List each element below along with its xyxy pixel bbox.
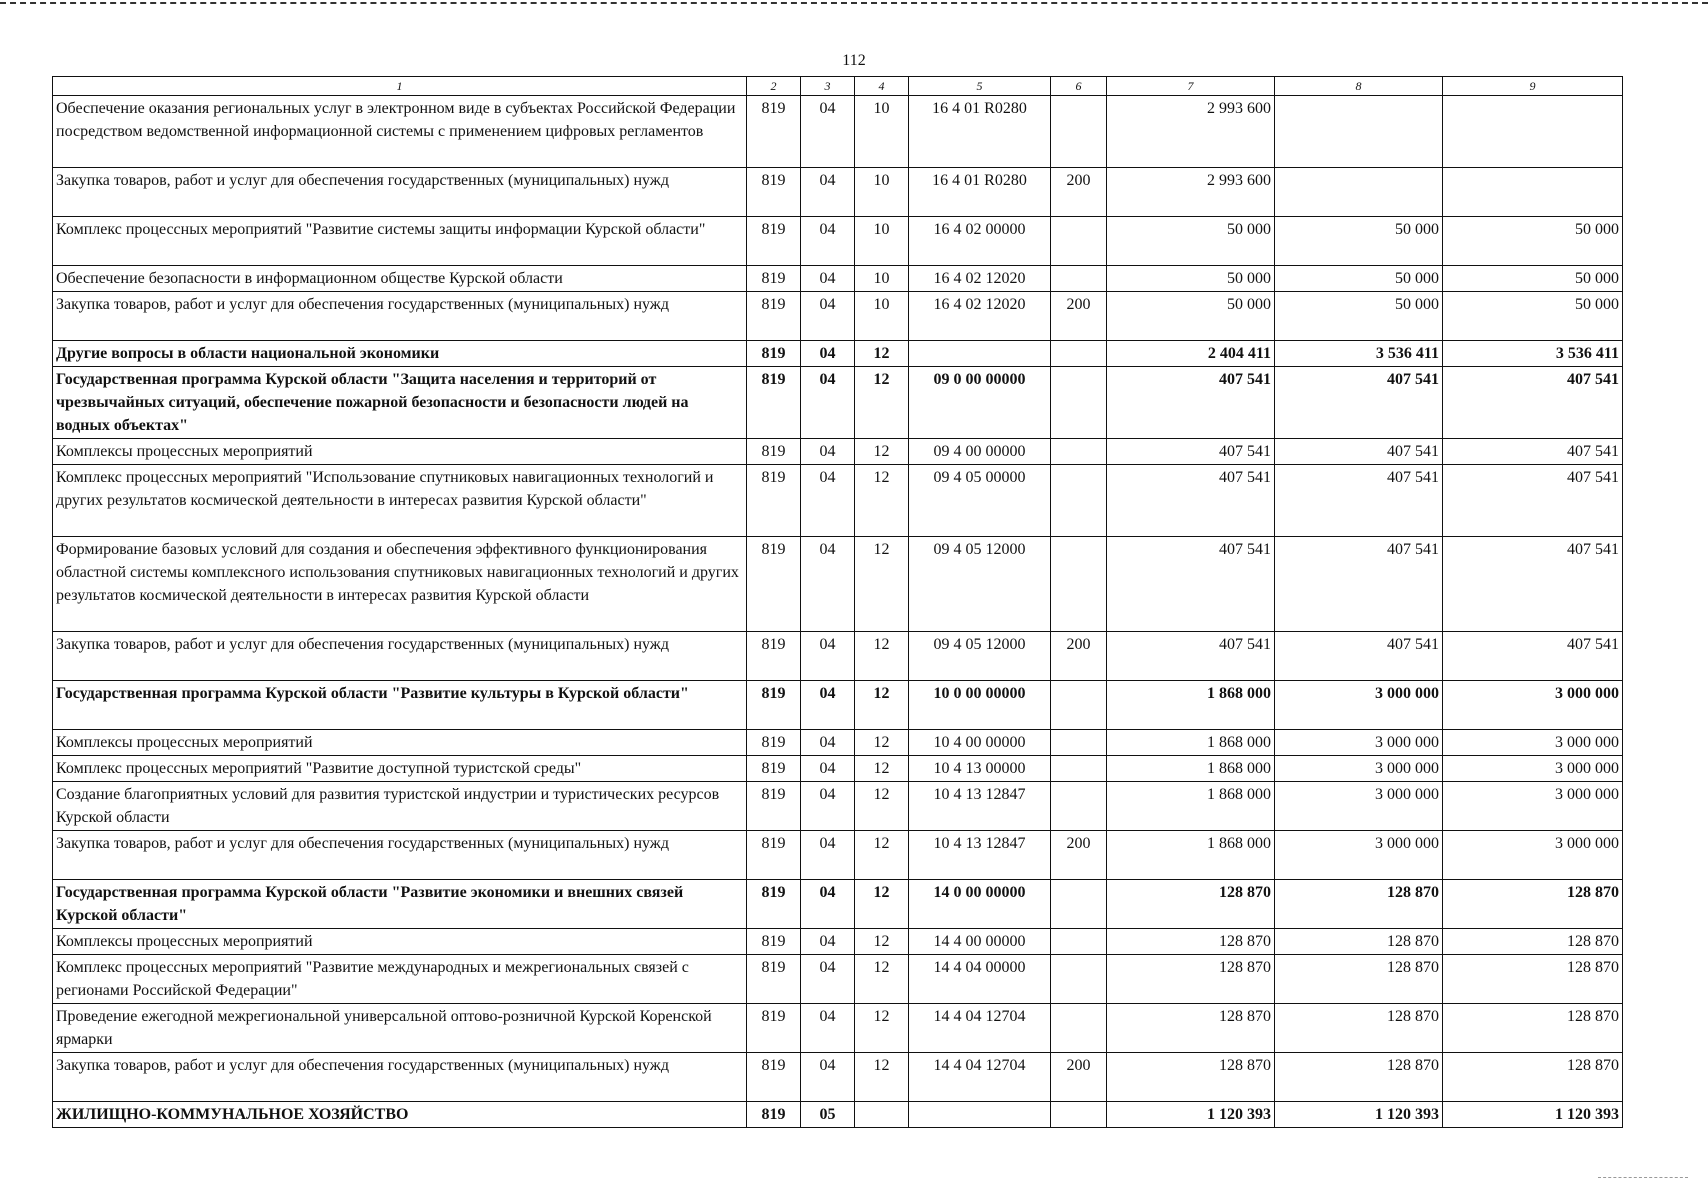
row-subsection: 12 bbox=[855, 439, 909, 465]
row-expense-type bbox=[1051, 756, 1107, 782]
row-expense-type bbox=[1051, 955, 1107, 1004]
row-name: Обеспечение оказания региональных услуг в электронном виде в субъектах Российской Федерации посредством ведомственной информационной системы с применением цифровых регламентов bbox=[53, 96, 747, 168]
table-row bbox=[53, 465, 1623, 537]
table-row bbox=[53, 439, 1623, 465]
row-name: Закупка товаров, работ и услуг для обеспечения государственных (муниципальных) нужд bbox=[53, 168, 747, 217]
row-amount-col7: 128 870 bbox=[1107, 1004, 1275, 1053]
row-target-article bbox=[909, 341, 1051, 367]
row-grbs: 819 bbox=[747, 1004, 801, 1053]
row-expense-type bbox=[1051, 880, 1107, 929]
column-header: 2 bbox=[747, 77, 801, 96]
row-target-article: 14 4 00 00000 bbox=[909, 929, 1051, 955]
row-expense-type bbox=[1051, 266, 1107, 292]
row-amount-col9: 128 870 bbox=[1443, 880, 1623, 929]
row-subsection: 12 bbox=[855, 1004, 909, 1053]
column-number-row bbox=[53, 77, 1623, 96]
row-section: 04 bbox=[801, 730, 855, 756]
row-amount-col9: 1 120 393 bbox=[1443, 1102, 1623, 1128]
row-amount-col7: 50 000 bbox=[1107, 292, 1275, 341]
row-name: Создание благоприятных условий для развития туристской индустрии и туристических ресурсов Курской области bbox=[53, 782, 747, 831]
row-expense-type: 200 bbox=[1051, 292, 1107, 341]
column-header: 8 bbox=[1275, 77, 1443, 96]
column-header: 4 bbox=[855, 77, 909, 96]
row-name: Комплекс процессных мероприятий "Использование спутниковых навигационных технологий и других результатов космической деятельности в интересах развития Курской области" bbox=[53, 465, 747, 537]
row-amount-col8: 407 541 bbox=[1275, 367, 1443, 439]
row-amount-col8: 407 541 bbox=[1275, 439, 1443, 465]
row-section: 04 bbox=[801, 367, 855, 439]
row-expense-type bbox=[1051, 367, 1107, 439]
row-name: Закупка товаров, работ и услуг для обеспечения государственных (муниципальных) нужд bbox=[53, 831, 747, 880]
row-expense-type bbox=[1051, 782, 1107, 831]
row-grbs: 819 bbox=[747, 632, 801, 681]
row-amount-col8: 50 000 bbox=[1275, 217, 1443, 266]
row-name: Государственная программа Курской области "Развитие экономики и внешних связей Курской области" bbox=[53, 880, 747, 929]
row-section: 04 bbox=[801, 266, 855, 292]
row-amount-col8: 128 870 bbox=[1275, 929, 1443, 955]
row-amount-col8: 3 536 411 bbox=[1275, 341, 1443, 367]
row-expense-type: 200 bbox=[1051, 831, 1107, 880]
row-section: 05 bbox=[801, 1102, 855, 1128]
row-subsection: 12 bbox=[855, 955, 909, 1004]
table-row bbox=[53, 782, 1623, 831]
row-target-article: 10 4 00 00000 bbox=[909, 730, 1051, 756]
row-grbs: 819 bbox=[747, 292, 801, 341]
table-row bbox=[53, 96, 1623, 168]
row-amount-col9: 50 000 bbox=[1443, 217, 1623, 266]
row-subsection: 10 bbox=[855, 96, 909, 168]
row-amount-col9: 3 000 000 bbox=[1443, 782, 1623, 831]
row-section: 04 bbox=[801, 292, 855, 341]
row-amount-col9: 407 541 bbox=[1443, 537, 1623, 632]
row-subsection: 12 bbox=[855, 632, 909, 681]
column-header: 1 bbox=[53, 77, 747, 96]
row-name: Государственная программа Курской области "Развитие культуры в Курской области" bbox=[53, 681, 747, 730]
scan-artifact bbox=[1598, 1177, 1688, 1178]
row-grbs: 819 bbox=[747, 465, 801, 537]
row-amount-col9: 407 541 bbox=[1443, 465, 1623, 537]
row-amount-col9: 3 000 000 bbox=[1443, 681, 1623, 730]
row-amount-col8: 407 541 bbox=[1275, 465, 1443, 537]
row-name: Другие вопросы в области национальной экономики bbox=[53, 341, 747, 367]
row-amount-col8: 407 541 bbox=[1275, 632, 1443, 681]
table-row bbox=[53, 730, 1623, 756]
row-name: Закупка товаров, работ и услуг для обеспечения государственных (муниципальных) нужд bbox=[53, 292, 747, 341]
row-expense-type bbox=[1051, 341, 1107, 367]
row-subsection: 12 bbox=[855, 730, 909, 756]
row-subsection: 10 bbox=[855, 168, 909, 217]
table-row bbox=[53, 217, 1623, 266]
row-expense-type: 200 bbox=[1051, 1053, 1107, 1102]
row-amount-col8: 128 870 bbox=[1275, 1004, 1443, 1053]
row-section: 04 bbox=[801, 955, 855, 1004]
row-subsection: 10 bbox=[855, 266, 909, 292]
row-target-article: 14 0 00 00000 bbox=[909, 880, 1051, 929]
row-name: Государственная программа Курской области "Защита населения и территорий от чрезвычайных ситуаций, обеспечение пожарной безопасности и безопасности людей на водных объектах" bbox=[53, 367, 747, 439]
row-amount-col8: 50 000 bbox=[1275, 292, 1443, 341]
row-subsection: 12 bbox=[855, 880, 909, 929]
row-amount-col9: 407 541 bbox=[1443, 439, 1623, 465]
row-section: 04 bbox=[801, 537, 855, 632]
row-section: 04 bbox=[801, 782, 855, 831]
row-target-article: 09 4 05 00000 bbox=[909, 465, 1051, 537]
table-body bbox=[53, 96, 1623, 1128]
row-amount-col8: 3 000 000 bbox=[1275, 730, 1443, 756]
row-grbs: 819 bbox=[747, 537, 801, 632]
row-expense-type bbox=[1051, 439, 1107, 465]
row-subsection: 12 bbox=[855, 831, 909, 880]
row-grbs: 819 bbox=[747, 955, 801, 1004]
row-target-article: 09 0 00 00000 bbox=[909, 367, 1051, 439]
row-expense-type bbox=[1051, 1004, 1107, 1053]
row-name: Формирование базовых условий для создания и обеспечения эффективного функционирования областной системы комплексного использования спутниковых навигационных технологий и других результатов космической деятельности в интересах развития Курской области bbox=[53, 537, 747, 632]
row-expense-type: 200 bbox=[1051, 168, 1107, 217]
row-target-article: 16 4 02 00000 bbox=[909, 217, 1051, 266]
row-grbs: 819 bbox=[747, 1102, 801, 1128]
row-amount-col9: 50 000 bbox=[1443, 292, 1623, 341]
row-subsection: 10 bbox=[855, 292, 909, 341]
row-amount-col8 bbox=[1275, 168, 1443, 217]
row-expense-type: 200 bbox=[1051, 632, 1107, 681]
row-amount-col9: 3 000 000 bbox=[1443, 756, 1623, 782]
row-subsection: 12 bbox=[855, 756, 909, 782]
row-subsection: 12 bbox=[855, 537, 909, 632]
row-grbs: 819 bbox=[747, 341, 801, 367]
row-name: Комплекс процессных мероприятий "Развитие системы защиты информации Курской области" bbox=[53, 217, 747, 266]
row-amount-col8 bbox=[1275, 96, 1443, 168]
row-name: Комплексы процессных мероприятий bbox=[53, 929, 747, 955]
row-section: 04 bbox=[801, 880, 855, 929]
row-target-article: 16 4 02 12020 bbox=[909, 292, 1051, 341]
row-target-article: 16 4 01 R0280 bbox=[909, 96, 1051, 168]
column-header: 5 bbox=[909, 77, 1051, 96]
row-subsection: 10 bbox=[855, 217, 909, 266]
table-row bbox=[53, 681, 1623, 730]
row-grbs: 819 bbox=[747, 782, 801, 831]
row-amount-col8: 3 000 000 bbox=[1275, 782, 1443, 831]
row-grbs: 819 bbox=[747, 880, 801, 929]
row-amount-col7: 1 868 000 bbox=[1107, 782, 1275, 831]
table-row bbox=[53, 929, 1623, 955]
row-section: 04 bbox=[801, 632, 855, 681]
row-amount-col7: 128 870 bbox=[1107, 1053, 1275, 1102]
row-subsection: 12 bbox=[855, 782, 909, 831]
row-name: Комплексы процессных мероприятий bbox=[53, 730, 747, 756]
row-target-article: 16 4 01 R0280 bbox=[909, 168, 1051, 217]
row-subsection bbox=[855, 1102, 909, 1128]
row-section: 04 bbox=[801, 1053, 855, 1102]
column-header: 3 bbox=[801, 77, 855, 96]
row-amount-col9: 128 870 bbox=[1443, 1004, 1623, 1053]
row-target-article: 10 4 13 00000 bbox=[909, 756, 1051, 782]
row-amount-col7: 407 541 bbox=[1107, 367, 1275, 439]
row-section: 04 bbox=[801, 96, 855, 168]
row-amount-col7: 407 541 bbox=[1107, 439, 1275, 465]
row-amount-col9: 128 870 bbox=[1443, 1053, 1623, 1102]
row-target-article: 10 4 13 12847 bbox=[909, 782, 1051, 831]
row-amount-col7: 1 868 000 bbox=[1107, 831, 1275, 880]
row-amount-col7: 128 870 bbox=[1107, 880, 1275, 929]
row-expense-type bbox=[1051, 465, 1107, 537]
row-name: Комплекс процессных мероприятий "Развитие доступной туристской среды" bbox=[53, 756, 747, 782]
page-number: 112 bbox=[842, 52, 866, 69]
row-amount-col7: 50 000 bbox=[1107, 217, 1275, 266]
row-section: 04 bbox=[801, 465, 855, 537]
row-name: ЖИЛИЩНО-КОММУНАЛЬНОЕ ХОЗЯЙСТВО bbox=[53, 1102, 747, 1128]
row-amount-col7: 1 868 000 bbox=[1107, 681, 1275, 730]
row-grbs: 819 bbox=[747, 730, 801, 756]
row-grbs: 819 bbox=[747, 168, 801, 217]
row-grbs: 819 bbox=[747, 217, 801, 266]
row-amount-col7: 1 868 000 bbox=[1107, 756, 1275, 782]
row-amount-col8: 50 000 bbox=[1275, 266, 1443, 292]
row-grbs: 819 bbox=[747, 831, 801, 880]
row-target-article: 14 4 04 12704 bbox=[909, 1004, 1051, 1053]
row-section: 04 bbox=[801, 439, 855, 465]
row-amount-col7: 128 870 bbox=[1107, 929, 1275, 955]
row-amount-col7: 2 993 600 bbox=[1107, 96, 1275, 168]
row-name: Комплекс процессных мероприятий "Развитие международных и межрегиональных связей с регионами Российской Федерации" bbox=[53, 955, 747, 1004]
row-amount-col9 bbox=[1443, 168, 1623, 217]
row-name: Обеспечение безопасности в информационном обществе Курской области bbox=[53, 266, 747, 292]
row-grbs: 819 bbox=[747, 1053, 801, 1102]
row-section: 04 bbox=[801, 929, 855, 955]
row-amount-col8: 3 000 000 bbox=[1275, 756, 1443, 782]
row-amount-col9 bbox=[1443, 96, 1623, 168]
row-amount-col7: 2 404 411 bbox=[1107, 341, 1275, 367]
row-expense-type bbox=[1051, 1102, 1107, 1128]
row-expense-type bbox=[1051, 929, 1107, 955]
row-amount-col9: 407 541 bbox=[1443, 367, 1623, 439]
row-amount-col7: 1 868 000 bbox=[1107, 730, 1275, 756]
row-amount-col8: 128 870 bbox=[1275, 880, 1443, 929]
row-amount-col9: 3 000 000 bbox=[1443, 831, 1623, 880]
row-subsection: 12 bbox=[855, 341, 909, 367]
row-grbs: 819 bbox=[747, 681, 801, 730]
row-amount-col9: 3 000 000 bbox=[1443, 730, 1623, 756]
row-amount-col8: 3 000 000 bbox=[1275, 681, 1443, 730]
table-row bbox=[53, 756, 1623, 782]
row-amount-col7: 128 870 bbox=[1107, 955, 1275, 1004]
row-target-article: 10 0 00 00000 bbox=[909, 681, 1051, 730]
row-amount-col8: 1 120 393 bbox=[1275, 1102, 1443, 1128]
row-grbs: 819 bbox=[747, 756, 801, 782]
table-row bbox=[53, 880, 1623, 929]
row-name: Закупка товаров, работ и услуг для обеспечения государственных (муниципальных) нужд bbox=[53, 1053, 747, 1102]
row-name: Комплексы процессных мероприятий bbox=[53, 439, 747, 465]
table-row bbox=[53, 341, 1623, 367]
row-subsection: 12 bbox=[855, 681, 909, 730]
column-header: 9 bbox=[1443, 77, 1623, 96]
row-subsection: 12 bbox=[855, 367, 909, 439]
table-row bbox=[53, 367, 1623, 439]
row-expense-type bbox=[1051, 537, 1107, 632]
table-row bbox=[53, 831, 1623, 880]
row-section: 04 bbox=[801, 681, 855, 730]
row-amount-col7: 407 541 bbox=[1107, 537, 1275, 632]
table-row bbox=[53, 266, 1623, 292]
row-target-article: 14 4 04 00000 bbox=[909, 955, 1051, 1004]
table-row bbox=[53, 1004, 1623, 1053]
row-section: 04 bbox=[801, 831, 855, 880]
row-grbs: 819 bbox=[747, 266, 801, 292]
row-section: 04 bbox=[801, 168, 855, 217]
row-amount-col8: 3 000 000 bbox=[1275, 831, 1443, 880]
row-amount-col7: 407 541 bbox=[1107, 465, 1275, 537]
row-target-article: 09 4 00 00000 bbox=[909, 439, 1051, 465]
row-name: Проведение ежегодной межрегиональной универсальной оптово-розничной Курской Коренской ярмарки bbox=[53, 1004, 747, 1053]
row-subsection: 12 bbox=[855, 929, 909, 955]
table-row bbox=[53, 292, 1623, 341]
table-row bbox=[53, 955, 1623, 1004]
scan-edge bbox=[0, 2, 1708, 4]
row-name: Закупка товаров, работ и услуг для обеспечения государственных (муниципальных) нужд bbox=[53, 632, 747, 681]
row-subsection: 12 bbox=[855, 465, 909, 537]
row-expense-type bbox=[1051, 730, 1107, 756]
row-grbs: 819 bbox=[747, 929, 801, 955]
row-section: 04 bbox=[801, 756, 855, 782]
row-section: 04 bbox=[801, 341, 855, 367]
row-amount-col9: 3 536 411 bbox=[1443, 341, 1623, 367]
row-amount-col7: 407 541 bbox=[1107, 632, 1275, 681]
row-amount-col8: 407 541 bbox=[1275, 537, 1443, 632]
column-header: 7 bbox=[1107, 77, 1275, 96]
row-grbs: 819 bbox=[747, 96, 801, 168]
row-target-article: 16 4 02 12020 bbox=[909, 266, 1051, 292]
row-target-article: 09 4 05 12000 bbox=[909, 537, 1051, 632]
row-target-article: 14 4 04 12704 bbox=[909, 1053, 1051, 1102]
budget-table bbox=[52, 76, 1623, 1128]
row-expense-type bbox=[1051, 217, 1107, 266]
table-row bbox=[53, 1102, 1623, 1128]
row-amount-col9: 50 000 bbox=[1443, 266, 1623, 292]
table-row bbox=[53, 537, 1623, 632]
row-target-article bbox=[909, 1102, 1051, 1128]
row-expense-type bbox=[1051, 681, 1107, 730]
row-subsection: 12 bbox=[855, 1053, 909, 1102]
row-expense-type bbox=[1051, 96, 1107, 168]
row-amount-col9: 407 541 bbox=[1443, 632, 1623, 681]
row-grbs: 819 bbox=[747, 367, 801, 439]
row-amount-col8: 128 870 bbox=[1275, 1053, 1443, 1102]
column-header: 6 bbox=[1051, 77, 1107, 96]
row-section: 04 bbox=[801, 1004, 855, 1053]
row-amount-col8: 128 870 bbox=[1275, 955, 1443, 1004]
row-amount-col9: 128 870 bbox=[1443, 955, 1623, 1004]
row-section: 04 bbox=[801, 217, 855, 266]
row-amount-col7: 2 993 600 bbox=[1107, 168, 1275, 217]
row-target-article: 09 4 05 12000 bbox=[909, 632, 1051, 681]
row-amount-col7: 50 000 bbox=[1107, 266, 1275, 292]
row-grbs: 819 bbox=[747, 439, 801, 465]
table-row bbox=[53, 1053, 1623, 1102]
table-row bbox=[53, 168, 1623, 217]
row-amount-col7: 1 120 393 bbox=[1107, 1102, 1275, 1128]
table-row bbox=[53, 632, 1623, 681]
row-target-article: 10 4 13 12847 bbox=[909, 831, 1051, 880]
row-amount-col9: 128 870 bbox=[1443, 929, 1623, 955]
